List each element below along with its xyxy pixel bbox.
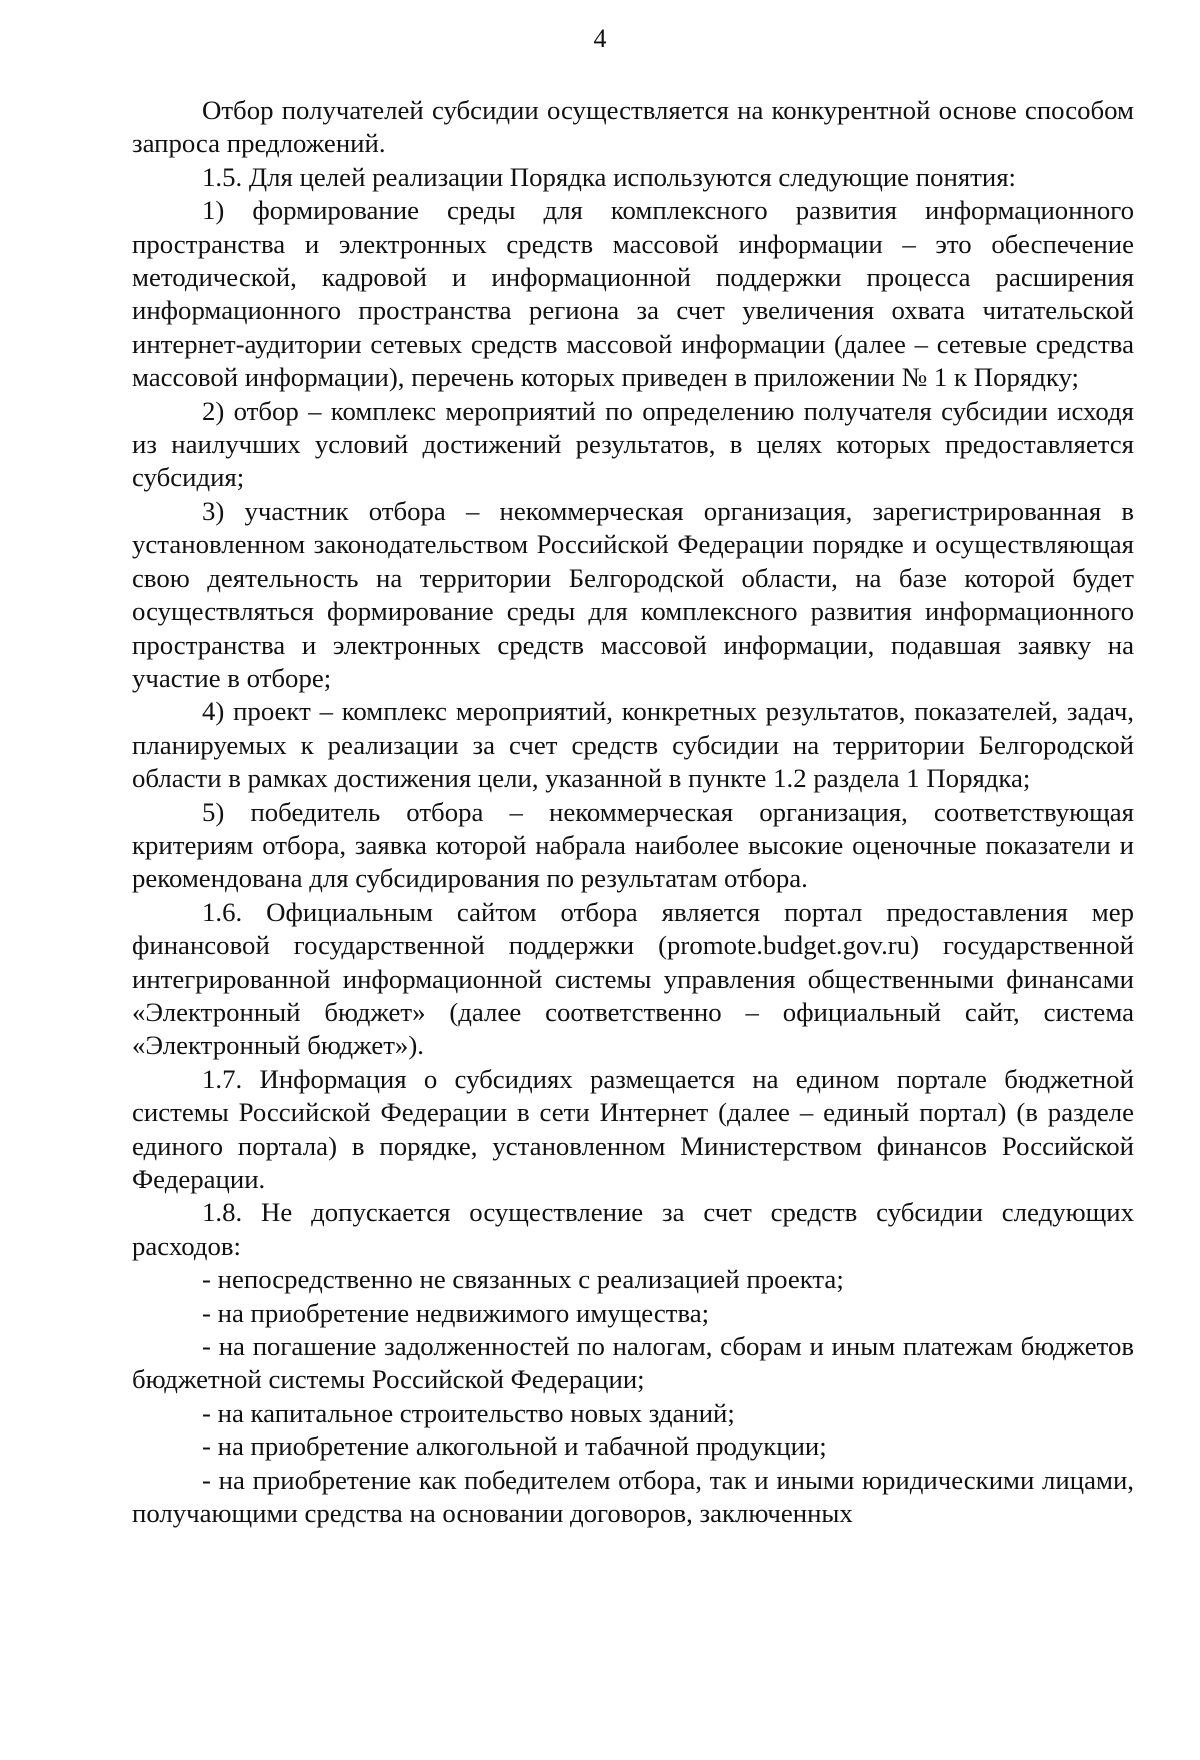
- document-body: [132, 94, 1134, 1530]
- list-item-purchase-by-winner: - на приобретение как победителем отбора, так и иными юридическими лицами, получающими средства на основании договоров, заключенных: [132, 1464, 1134, 1529]
- paragraph-1-5-definitions-intro: 1.5. Для целей реализации Порядка используются следующие понятия:: [202, 161, 1016, 192]
- paragraph-definition-3: 3) участник отбора – некоммерческая организация, зарегистрированная в установленном законодательством Российской Федерации порядке и осуществляющая свою деятельность на территории Белгородской области, на базе которой будет осуществляться формирование среды для комплексного развития информационного пространства и электронных средств массовой информации, подавшая заявку на участие в отборе;: [132, 495, 1134, 693]
- paragraph-1-7-information: 1.7. Информация о субсидиях размещается на едином портале бюджетной системы Российской Федерации в сети Интернет (далее – единый портал) (в разделе единого портала) в порядке, установленном Министерством финансов Российской Федерации.: [132, 1063, 1134, 1194]
- paragraph-1-8-prohibited-expenses: 1.8. Не допускается осуществление за счет средств субсидии следующих расходов:: [132, 1197, 1134, 1261]
- list-item-real-estate: - на приобретение недвижимого имущества;: [202, 1297, 710, 1328]
- page-number: 4: [593, 24, 607, 53]
- paragraph-definition-1: 1) формирование среды для комплексного развития информационного пространства и электронных средств массовой информации – это обеспечение методической, кадровой и информационной поддержки процесса расширения информационного пространства региона за счет увеличения охвата читательской интернет-аудитории сетевых средств массовой информации (далее – сетевые средства массовой информации), перечень которых приведен в приложении № 1 к Порядку;: [132, 195, 1134, 393]
- paragraph-definition-2: 2) отбор – комплекс мероприятий по определению получателя субсидии исходя из наилучших условий достижений результатов, в целях которых предоставляется субсидия;: [132, 395, 1134, 493]
- paragraph-1-6-official-site: 1.6. Официальным сайтом отбора является портал предоставления мер финансовой государственной поддержки (promote.budget.gov.ru) государственной интегрированной информационной системы управления общественными финансами «Электронный бюджет» (далее соответственно – официальный сайт, система «Электронный бюджет»).: [132, 896, 1134, 1061]
- list-item-alcohol-tobacco: - на приобретение алкогольной и табачной продукции;: [202, 1431, 827, 1462]
- paragraph-definition-4: 4) проект – комплекс мероприятий, конкретных результатов, показателей, задач, планируемых к реализации за счет средств субсидии на территории Белгородской области в рамках достижения цели, указанной в пункте 1.2 раздела 1 Порядка;: [132, 696, 1134, 794]
- paragraph-definition-5: 5) победитель отбора – некоммерческая организация, соответствующая критериям отбора, заявка которой набрала наиболее высокие оценочные показатели и рекомендована для субсидирования по результатам отбора.: [132, 796, 1134, 894]
- list-item-tax-debts: - на погашение задолженностей по налогам, сборам и иным платежам бюджетов бюджетной системы Российской Федерации;: [132, 1331, 1134, 1395]
- paragraph-selection-method: Отбор получателей субсидии осуществляется на конкурентной основе способом запроса предложений.: [132, 95, 1134, 159]
- list-item-capital-construction: - на капитальное строительство новых зданий;: [202, 1397, 735, 1428]
- list-item-unrelated-expenses: - непосредственно не связанных с реализацией проекта;: [202, 1264, 844, 1295]
